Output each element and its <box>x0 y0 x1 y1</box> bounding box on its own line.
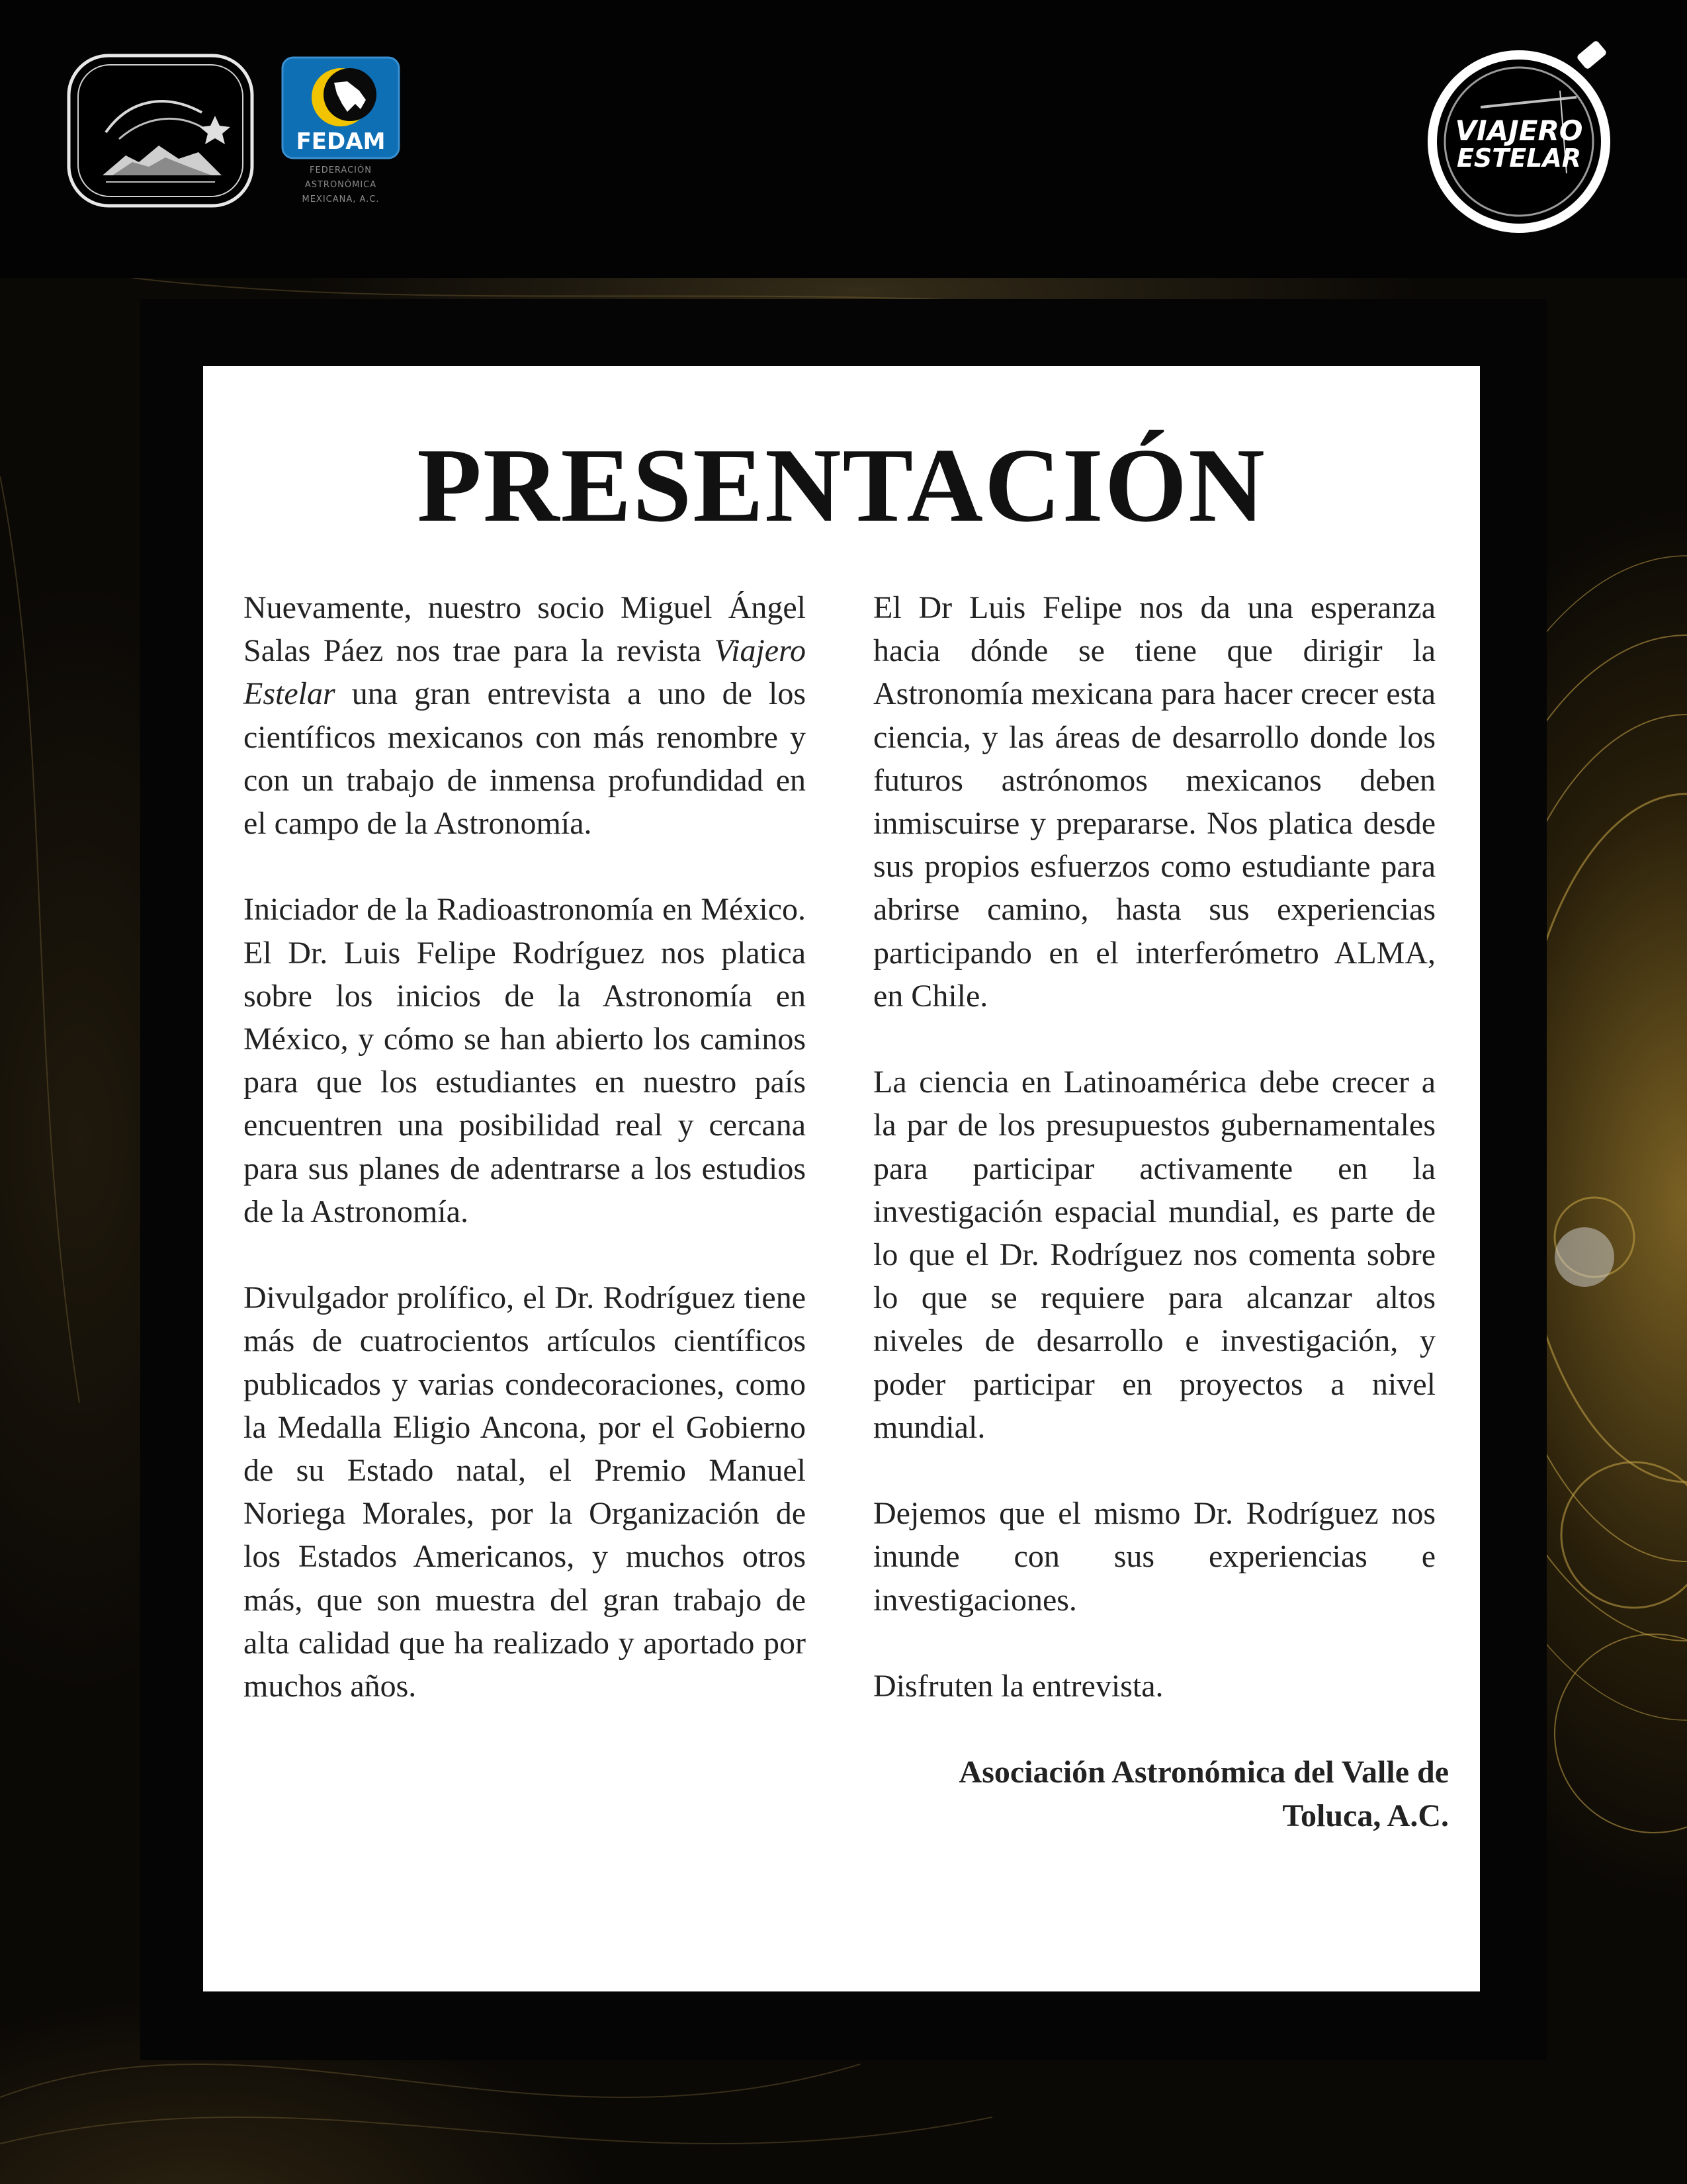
aavt-seal-logo <box>66 53 255 208</box>
article-panel <box>203 366 1480 1991</box>
paragraph: Iniciador de la Radioastronomía en México. El Dr. Luis Felipe Rodríguez nos platica sobre los inicios de la Astronomía en México, y cómo se han abierto los caminos para que los estudiantes en nuestro país encuentren una posibilidad real y cercana para sus planes de adentrarse a los estudios de la Astronomía. <box>243 892 806 1229</box>
left-column <box>243 586 806 1708</box>
fedam-subtitle-line: ASTRONÓMICA <box>304 180 377 190</box>
fedam-name: FEDAM <box>296 128 386 155</box>
paragraph <box>243 586 806 845</box>
paragraph: La ciencia en Latinoamérica debe crecer a la par de los presupuestos gubernamentales para participar activamente en la investigación espacial mundial, es parte de lo que el Dr. Rodríguez nos comenta sobre lo que se requiere para alcanzar altos niveles de desarrollo e investigación, y poder participar en proyectos a nivel mundial. <box>873 1065 1436 1445</box>
paragraph: Dejemos que el mismo Dr. Rodríguez nos inunde con sus experiencias e investigaciones. <box>873 1496 1436 1618</box>
logo-line-viajero: VIAJERO <box>1455 114 1583 147</box>
signature <box>873 1751 1449 1837</box>
page-title: PRESENTACIÓN <box>417 426 1266 544</box>
fedam-logo <box>281 56 400 208</box>
paragraph: Disfruten la entrevista. <box>873 1669 1164 1704</box>
fedam-subtitle-line: FEDERACIÓN <box>310 165 372 175</box>
paragraph: El Dr Luis Felipe nos da una esperanza hacia dónde se tiene que dirigir la Astronomía mexicana para hacer crecer esta ciencia, y las áreas de desarrollo donde los futuros astrónomos mexicanos deben inmiscuirse y prepararse. Nos platica desde sus propios esfuerzos como estudiante para abrirse camino, hasta sus experiencias participando en el interferómetro ALMA, en Chile. <box>873 590 1436 1014</box>
magazine-name: Viajero Estelar <box>243 633 806 712</box>
paragraph-text: una gran entrevista a uno de los científicos mexicanos con más renombre y con un trabajo de inmensa profundidad en el campo de la Astronomía. <box>243 676 806 842</box>
logo-line-estelar: ESTELAR <box>1456 144 1582 173</box>
paragraph: Divulgador prolífico, el Dr. Rodríguez tiene más de cuatrocientos artículos científicos publicados y varias condecoraciones, como la Medalla Eligio Ancona, por el Gobierno de su Estado natal, el Premio Manuel Noriega Morales, por la Organización de los Estados Americanos, y muchos otros más, que son muestra del gran trabajo de alta calidad que ha realizado y aportado por muchos años. <box>243 1280 806 1704</box>
viajero-estelar-logo <box>1421 34 1626 240</box>
fedam-subtitle-line: MEXICANA, A.C. <box>302 195 380 204</box>
signature-line: Asociación Astronómica del Valle de <box>959 1755 1449 1790</box>
paragraph-text: Nuevamente, nuestro socio Miguel Ángel Salas Páez nos trae para la revista <box>243 590 806 669</box>
signature-line: Toluca, A.C. <box>1282 1798 1449 1833</box>
right-column <box>873 586 1449 1837</box>
